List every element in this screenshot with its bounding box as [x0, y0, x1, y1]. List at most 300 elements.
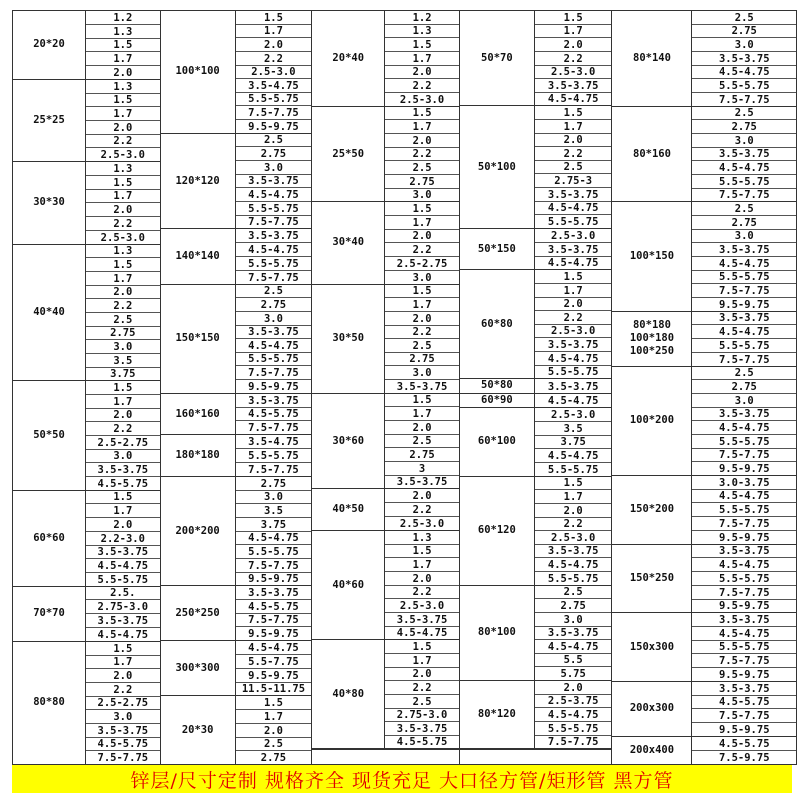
thickness-cell: 2.5-3.0 — [100, 149, 145, 162]
thickness-cell: 1.7 — [86, 107, 160, 121]
size-label: 60*60 — [13, 491, 86, 586]
size-label: 30*30 — [13, 162, 86, 243]
size-label: 40*80 — [312, 640, 385, 748]
thickness-cell: 5.5-5.75 — [692, 572, 796, 586]
thickness-cell: 2.5 — [236, 134, 312, 148]
thickness-cell: 1.7 — [535, 284, 612, 298]
thickness-cell: 3.5 — [86, 354, 160, 368]
thickness-cell: 3.0 — [236, 312, 312, 326]
thickness-cell: 2.0 — [86, 203, 160, 217]
size-label: 80*100 — [460, 586, 535, 680]
size-group — [312, 489, 459, 531]
thickness-cell: 2.5-3.0 — [535, 325, 612, 339]
thickness-cell: 1.2 — [86, 11, 160, 25]
size-label: 20*30 — [161, 696, 236, 764]
thickness-cell: 7.5-7.75 — [236, 614, 312, 628]
thickness-cell: 4.5-4.75 — [535, 449, 612, 463]
thickness-cell: 2.2 — [535, 147, 612, 161]
thickness-cell: 3.0 — [412, 271, 432, 284]
thickness-cell: 2.5-3.0 — [535, 229, 612, 243]
size-label: 150*200 — [612, 476, 692, 544]
thickness-cell: 1.7 — [236, 25, 312, 39]
thickness-cell: 9.5-9.75 — [236, 669, 312, 683]
thickness-cell: 2.5-3.75 — [535, 695, 612, 709]
thickness-cell: 2.2 — [535, 311, 612, 325]
thickness-cell: 2.75 — [385, 448, 459, 462]
thickness-cell: 4.5-5.75 — [86, 738, 160, 752]
thickness-cell: 2.0 — [385, 312, 459, 326]
thickness-cell: 7.5-7.75 — [248, 422, 299, 435]
thickness-cell: 5.5-5.75 — [236, 257, 312, 271]
size-label: 80*120 — [460, 681, 535, 748]
thickness-cell: 9.5-9.75 — [718, 462, 770, 475]
size-label: 180*180 — [161, 435, 236, 476]
size-group — [612, 682, 796, 737]
thickness-cell: 2.0 — [535, 681, 612, 695]
thickness-cell: 1.7 — [86, 395, 160, 409]
thickness-cell: 5.5-5.75 — [236, 353, 312, 367]
thickness-cell: 1.5 — [236, 696, 312, 710]
thickness-cell: 3.0 — [692, 134, 796, 148]
size-group — [612, 613, 796, 682]
size-group — [161, 435, 312, 477]
thickness-cell: 3.5-3.75 — [86, 724, 160, 738]
thickness-cell: 2.0 — [535, 134, 612, 148]
size-group — [612, 476, 796, 545]
thickness-cell: 5.5-5.75 — [692, 503, 796, 517]
thickness-cell: 2.5-2.75 — [86, 697, 160, 711]
thickness-cell: 5.5-5.75 — [236, 202, 312, 216]
thickness-cell: 3.5-3.75 — [692, 613, 796, 627]
size-group — [13, 11, 160, 80]
thickness-cell: 3.5-3.75 — [236, 586, 312, 600]
thickness-cell: 4.5-4.75 — [236, 532, 312, 546]
size-group — [13, 80, 160, 162]
thickness-cell: 2.2 — [385, 148, 459, 162]
thickness-cell: 5.5 — [535, 654, 612, 668]
thickness-cell: 1.7 — [385, 52, 459, 66]
size-label: 200x300 — [612, 682, 692, 736]
thickness-cell: 3.5-3.75 — [535, 188, 612, 202]
thickness-cell: 4.5-5.75 — [396, 736, 448, 749]
thickness-cell: 3.0 — [86, 710, 160, 724]
size-label: 250*250 — [161, 586, 236, 640]
thickness-cell: 1.2 — [385, 11, 459, 25]
thickness-cell: 9.5-9.75 — [248, 628, 299, 641]
thickness-cell: 3.5 — [236, 504, 312, 518]
thickness-cell: 1.7 — [86, 52, 160, 66]
thickness-cell: 7.5-7.75 — [692, 586, 796, 600]
thickness-cell: 5.5-5.75 — [236, 449, 312, 463]
thickness-cell: 4.5-5.75 — [692, 696, 796, 710]
thickness-cell: 11.5-11.75 — [241, 683, 306, 696]
thickness-cell: 2.5 — [385, 161, 459, 175]
thickness-cell: 3.5-3.75 — [692, 545, 796, 559]
thickness-cell: 2.5. — [86, 587, 160, 601]
size-group — [161, 641, 312, 696]
thickness-cell: 1.3 — [86, 245, 160, 259]
thickness-cell: 3.5-3.75 — [692, 682, 796, 696]
thickness-cell: 1.5 — [86, 94, 160, 108]
thickness-cell: 1.7 — [236, 710, 312, 724]
size-label: 160*160 — [161, 394, 236, 435]
thickness-cell: 3.0 — [236, 161, 312, 175]
thickness-cell: 2.75 — [236, 147, 312, 161]
thickness-cell: 2.2 — [385, 326, 459, 340]
thickness-cell: 1.7 — [385, 216, 459, 230]
thickness-cell: 2.0 — [385, 134, 459, 148]
thickness-cell: 7.5-7.75 — [692, 517, 796, 531]
size-group — [161, 11, 312, 134]
thickness-cell: 4.5-4.75 — [535, 640, 612, 654]
thickness-cell: 5.5-5.75 — [535, 722, 612, 736]
thickness-cell: 3.5-3.75 — [535, 243, 612, 257]
size-group — [612, 737, 796, 764]
size-group — [161, 285, 312, 394]
thickness-cell: 3.0 — [236, 491, 312, 505]
size-label: 70*70 — [13, 587, 86, 641]
thickness-cell: 2.2 — [86, 135, 160, 149]
thickness-cell: 3.0 — [86, 450, 160, 464]
thickness-cell: 2.5 — [692, 367, 796, 381]
thickness-cell: 4.5-4.75 — [396, 627, 448, 640]
thickness-cell: 3.5-3.75 — [236, 394, 312, 408]
empty-row — [312, 749, 459, 764]
thickness-cell: 3.5 — [535, 422, 612, 436]
thickness-cell: 2.0 — [86, 669, 160, 683]
thickness-cell: 4.5-4.75 — [547, 93, 599, 106]
thickness-cell: 3.5-3.75 — [547, 380, 599, 393]
size-label: 30*40 — [312, 202, 385, 283]
thickness-cell: 4.5-4.75 — [535, 202, 612, 216]
thickness-cell: 2.2 — [86, 217, 160, 231]
thickness-cell: 2.5-3.0 — [385, 599, 459, 613]
thickness-cell: 3.0 — [385, 366, 459, 380]
size-label: 60*90 — [460, 394, 535, 407]
thickness-cell: 2.0 — [535, 298, 612, 312]
thickness-cell: 2.5 — [692, 107, 796, 121]
thickness-cell: 2.2 — [86, 299, 160, 313]
thickness-cell: 1.7 — [86, 190, 160, 204]
size-group — [13, 587, 160, 642]
thickness-cell: 3.0 — [535, 613, 612, 627]
size-group — [460, 394, 612, 408]
size-label: 150x300 — [612, 613, 692, 681]
thickness-cell: 1.7 — [86, 272, 160, 286]
thickness-cell: 3.5-3.75 — [692, 243, 796, 257]
thickness-cell: 3.5-3.75 — [236, 175, 312, 189]
thickness-cell: 3.5-3.75 — [396, 476, 448, 489]
thickness-cell: 3.5-3.75 — [86, 546, 160, 560]
thickness-cell: 4.5-5.75 — [692, 737, 796, 751]
thickness-cell: 3.5-3.75 — [385, 722, 459, 736]
thickness-cell: 2.5 — [692, 11, 796, 25]
thickness-cell: 2.0 — [385, 668, 459, 682]
thickness-cell: 5.5-5.75 — [97, 573, 149, 586]
thickness-cell: 4.5-5.75 — [97, 477, 149, 490]
thickness-cell: 4.5-4.75 — [692, 66, 796, 80]
thickness-cell: 5.5-5.75 — [692, 641, 796, 655]
thickness-cell: 2.75 — [692, 25, 796, 39]
size-label: 60*120 — [460, 477, 535, 585]
promo-banner-text: 锌层/尺寸定制 规格齐全 现货充足 大口径方管/矩形管 黑方管 — [130, 769, 674, 792]
size-group — [460, 477, 612, 586]
thickness-cell: 2.2 — [236, 52, 312, 66]
thickness-cell: 2.2-3.0 — [86, 532, 160, 546]
thickness-cell: 1.5 — [385, 640, 459, 654]
thickness-cell: 4.5-4.75 — [535, 708, 612, 722]
thickness-cell: 4.5-4.75 — [547, 257, 599, 270]
steel-tube-spec-table — [12, 10, 797, 765]
thickness-cell: 9.5-9.75 — [718, 531, 770, 544]
thickness-cell: 2.0 — [535, 38, 612, 52]
thickness-cell: 2.5 — [385, 695, 459, 709]
thickness-cell: 7.5-7.75 — [692, 284, 796, 298]
thickness-cell: 7.5-7.75 — [692, 449, 796, 463]
size-label: 40*60 — [312, 531, 385, 639]
size-group — [612, 107, 796, 203]
thickness-cell: 5.5-5.75 — [236, 93, 312, 107]
thickness-cell: 3.5-3.75 — [535, 545, 612, 559]
thickness-cell: 1.5 — [385, 394, 459, 408]
thickness-cell: 2.5 — [535, 586, 612, 600]
thickness-cell: 5.75 — [560, 668, 586, 681]
spec-column-5 — [612, 11, 796, 764]
size-group — [460, 11, 612, 106]
thickness-cell: 2.5-3.0 — [535, 408, 612, 422]
thickness-cell: 2.75-3.0 — [385, 709, 459, 723]
size-label: 100*150 — [612, 202, 692, 310]
thickness-cell: 3.0 — [692, 394, 796, 408]
thickness-cell: 2.2 — [86, 683, 160, 697]
thickness-cell: 4.5-4.75 — [86, 559, 160, 573]
size-group — [312, 202, 459, 284]
size-group — [13, 491, 160, 587]
thickness-cell: 3.0 — [86, 340, 160, 354]
thickness-cell: 1.5 — [236, 11, 312, 25]
size-group — [612, 312, 796, 367]
thickness-cell: 2.75 — [692, 120, 796, 134]
thickness-cell: 1.5 — [86, 642, 160, 656]
size-group — [312, 107, 459, 203]
size-label: 60*80 — [460, 270, 535, 378]
size-label: 80*180 100*180 100*250 — [612, 312, 692, 366]
size-group — [161, 134, 312, 230]
thickness-cell: 4.5-5.75 — [236, 408, 312, 422]
size-group — [612, 202, 796, 311]
thickness-cell: 2.75 — [260, 752, 287, 765]
thickness-cell: 9.5-9.75 — [248, 120, 299, 133]
thickness-cell: 5.5-5.75 — [547, 572, 599, 585]
thickness-cell: 3.0 — [692, 38, 796, 52]
thickness-cell: 2.75 — [86, 327, 160, 341]
thickness-cell: 2.2 — [535, 52, 612, 66]
size-label: 150*150 — [161, 285, 236, 393]
thickness-cell: 1.5 — [86, 39, 160, 53]
thickness-cell: 3.5-3.75 — [692, 408, 796, 422]
thickness-cell: 2.0 — [86, 409, 160, 423]
size-group — [460, 379, 612, 393]
thickness-cell: 5.5-7.75 — [236, 655, 312, 669]
thickness-cell: 5.5-5.75 — [236, 545, 312, 559]
thickness-cell: 5.5-5.75 — [692, 339, 796, 353]
thickness-cell: 2.2 — [385, 503, 459, 517]
thickness-cell: 2.5-3.0 — [399, 518, 445, 531]
thickness-cell: 2.75 — [385, 175, 459, 189]
size-group — [312, 640, 459, 749]
thickness-cell: 2.5-3.0 — [535, 531, 612, 545]
thickness-cell: 2.2 — [385, 79, 459, 93]
size-label: 200x400 — [612, 737, 692, 764]
thickness-cell: 1.7 — [535, 25, 612, 39]
size-label: 60*100 — [460, 408, 535, 475]
thickness-cell: 1.5 — [86, 176, 160, 190]
thickness-cell: 2.75 — [236, 298, 312, 312]
thickness-cell: 2.2 — [385, 243, 459, 257]
thickness-cell: 2.0 — [86, 121, 160, 135]
thickness-cell: 2.0 — [236, 38, 312, 52]
thickness-cell: 4.5-4.75 — [692, 325, 796, 339]
thickness-cell: 3.5-3.75 — [385, 613, 459, 627]
thickness-cell: 3.5-3.75 — [692, 148, 796, 162]
thickness-cell: 7.5-7.75 — [248, 271, 299, 284]
spec-column-4 — [460, 11, 613, 764]
spec-column-3 — [312, 11, 460, 764]
thickness-cell: 2.5-3.0 — [399, 93, 445, 106]
size-label: 20*40 — [312, 11, 385, 106]
thickness-cell: 1.5 — [535, 106, 612, 120]
thickness-cell: 4.5-4.75 — [97, 628, 149, 641]
thickness-cell: 1.3 — [385, 25, 459, 39]
size-label: 80*80 — [13, 642, 86, 764]
thickness-cell: 1.3 — [385, 531, 459, 545]
thickness-cell: 4.5-4.75 — [692, 161, 796, 175]
thickness-cell: 7.5-7.75 — [718, 353, 770, 366]
thickness-cell: 2.0 — [236, 724, 312, 738]
thickness-cell: 7.5-9.75 — [718, 752, 770, 765]
thickness-cell: 2.5 — [385, 435, 459, 449]
thickness-cell: 4.5-4.75 — [692, 490, 796, 504]
thickness-cell: 2.5 — [385, 339, 459, 353]
thickness-cell: 2.5-2.75 — [385, 257, 459, 271]
thickness-cell: 2.0 — [113, 66, 133, 79]
thickness-cell: 3 — [385, 462, 459, 476]
thickness-cell: 1.5 — [86, 491, 160, 505]
thickness-cell: 3.5-3.75 — [86, 614, 160, 628]
thickness-cell: 7.5-7.75 — [692, 709, 796, 723]
thickness-cell: 2.0 — [385, 230, 459, 244]
size-label: 150*250 — [612, 545, 692, 613]
size-group — [460, 106, 612, 228]
thickness-cell: 4.5-4.75 — [692, 421, 796, 435]
thickness-cell: 1.5 — [535, 11, 612, 25]
thickness-cell: 7.5-7.75 — [236, 106, 312, 120]
thickness-cell: 9.5-9.75 — [718, 600, 770, 613]
thickness-cell: 9.5-9.75 — [718, 723, 770, 736]
thickness-cell: 3.0-3.75 — [692, 476, 796, 490]
thickness-cell: 2.5-3.0 — [100, 231, 145, 244]
spec-column-2 — [161, 11, 313, 764]
thickness-cell: 1.5 — [385, 285, 459, 299]
size-group — [312, 531, 459, 640]
size-group — [161, 394, 312, 436]
thickness-cell: 7.5-7.75 — [236, 559, 312, 573]
size-label: 20*20 — [13, 11, 86, 79]
thickness-cell: 5.5-5.75 — [547, 366, 599, 379]
thickness-cell: 9.5-9.75 — [248, 380, 299, 393]
thickness-cell: 3.75 — [110, 368, 136, 381]
size-label: 300*300 — [161, 641, 236, 695]
thickness-cell: 1.5 — [535, 477, 612, 491]
thickness-cell: 2.75 — [692, 216, 796, 230]
thickness-cell: 2.0 — [535, 504, 612, 518]
thickness-cell: 4.5-4.75 — [236, 243, 312, 257]
thickness-cell: 2.75 — [236, 477, 312, 491]
thickness-cell: 9.5-9.75 — [718, 668, 770, 681]
size-group — [460, 408, 612, 476]
thickness-cell: 2.75 — [535, 599, 612, 613]
size-label: 100*200 — [612, 367, 692, 475]
thickness-cell: 2.75 — [692, 380, 796, 394]
thickness-cell: 1.5 — [385, 545, 459, 559]
thickness-cell: 2.5-3.0 — [236, 66, 312, 80]
size-label: 30*50 — [312, 285, 385, 393]
thickness-cell: 1.7 — [535, 120, 612, 134]
thickness-cell: 3.0 — [412, 189, 432, 202]
size-label: 40*40 — [13, 245, 86, 381]
thickness-cell: 7.5-7.75 — [692, 654, 796, 668]
thickness-cell: 1.5 — [86, 381, 160, 395]
promo-banner — [12, 765, 792, 793]
thickness-cell: 3.5-3.75 — [236, 326, 312, 340]
thickness-cell: 5.5-5.75 — [692, 271, 796, 285]
thickness-cell: 2.75 — [385, 353, 459, 367]
size-group — [13, 162, 160, 244]
thickness-cell: 2.0 — [385, 421, 459, 435]
thickness-cell: 2.2 — [86, 422, 160, 436]
thickness-cell: 4.5-4.75 — [236, 641, 312, 655]
size-group — [13, 381, 160, 491]
thickness-cell: 3.5-3.75 — [535, 338, 612, 352]
size-label: 120*120 — [161, 134, 236, 229]
thickness-cell: 1.3 — [86, 162, 160, 176]
size-label: 50*70 — [460, 11, 535, 105]
thickness-cell: 1.5 — [385, 38, 459, 52]
thickness-cell: 5.5-5.75 — [547, 215, 599, 228]
thickness-cell: 2.0 — [385, 572, 459, 586]
thickness-cell: 3.0 — [692, 230, 796, 244]
size-label: 100*100 — [161, 11, 236, 133]
thickness-cell: 2.75-3 — [535, 174, 612, 188]
thickness-cell: 2.5 — [86, 313, 160, 327]
thickness-cell: 3.5-4.75 — [236, 435, 312, 449]
thickness-cell: 7.5-7.75 — [718, 93, 770, 106]
thickness-cell: 3.5-3.75 — [692, 312, 796, 326]
size-group — [612, 545, 796, 614]
thickness-cell: 4.5-4.75 — [692, 627, 796, 641]
thickness-cell: 7.5-7.75 — [547, 736, 599, 749]
thickness-cell: 3.5-3.75 — [535, 627, 612, 641]
size-group — [312, 394, 459, 490]
thickness-cell: 7.5-7.75 — [718, 189, 770, 202]
size-group — [161, 477, 312, 586]
thickness-cell: 1.7 — [385, 558, 459, 572]
thickness-cell: 1.7 — [385, 407, 459, 421]
size-label: 50*100 — [460, 106, 535, 227]
thickness-cell: 5.5-5.75 — [692, 435, 796, 449]
thickness-cell: 4.5-5.75 — [236, 600, 312, 614]
thickness-cell: 2.0 — [86, 518, 160, 532]
